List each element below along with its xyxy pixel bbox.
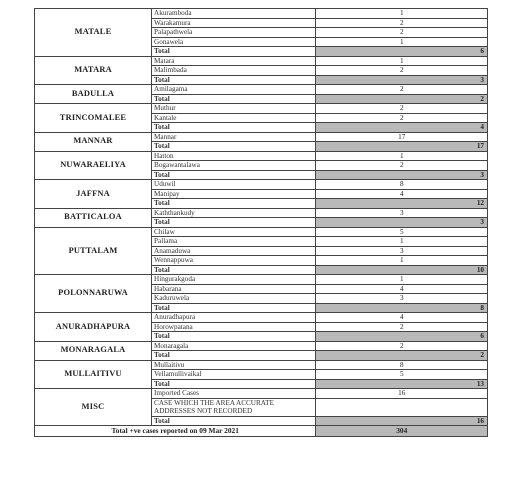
district-total-value: 17 [316,142,488,152]
area-row [35,275,488,285]
area-row [35,9,488,19]
area-case-count: 8 [316,360,488,370]
area-case-count [316,398,488,416]
district-name: MATALE [35,9,152,57]
grand-total-value: 304 [316,426,488,437]
district-total-label: Total [152,379,316,389]
district-name: MATARA [35,56,152,85]
area-name: Kaththankudy [152,208,316,218]
district-total-value: 4 [316,123,488,133]
area-name: Matara [152,56,316,66]
district-total-label: Total [152,170,316,180]
area-name: Amilagama [152,85,316,95]
area-name: Bogawantalawa [152,161,316,171]
area-case-count: 1 [316,37,488,47]
area-case-count: 1 [316,275,488,285]
area-case-count: 16 [316,389,488,399]
area-case-count: 2 [316,18,488,28]
area-row [35,313,488,323]
district-total-label: Total [152,47,316,57]
area-row [35,85,488,95]
area-row [35,180,488,190]
area-name: Anamaduwa [152,246,316,256]
area-name: Manipay [152,189,316,199]
area-name: Vellamullivaikal [152,370,316,380]
area-case-count: 2 [316,322,488,332]
area-row [35,151,488,161]
area-case-count: 3 [316,294,488,304]
district-total-label: Total [152,351,316,361]
area-name: Chilaw [152,227,316,237]
area-name: Monaragala [152,341,316,351]
area-case-count: 4 [316,313,488,323]
area-row [35,389,488,399]
area-name: Malimbada [152,66,316,76]
area-case-count: 3 [316,246,488,256]
area-case-count: 4 [316,284,488,294]
area-name: Pallama [152,237,316,247]
district-total-value: 16 [316,416,488,426]
district-total-value: 6 [316,332,488,342]
area-name: Kaduruwela [152,294,316,304]
table-body [35,9,488,426]
area-name: Anuradhapura [152,313,316,323]
grand-total-label: Total +ve cases reported on 09 Mar 2021 [35,426,316,437]
area-case-count: 1 [316,9,488,19]
district-name: BATTICALOA [35,208,152,227]
area-name: Warakamura [152,18,316,28]
district-total-value: 3 [316,170,488,180]
district-name: MONARAGALA [35,341,152,360]
area-case-count: 2 [316,28,488,38]
area-case-count: 2 [316,66,488,76]
district-name: MISC [35,389,152,426]
area-row [35,104,488,114]
area-name: Hatton [152,151,316,161]
district-total-value: 3 [316,75,488,85]
district-total-label: Total [152,123,316,133]
district-name: MANNAR [35,132,152,151]
area-name: Gonawela [152,37,316,47]
district-total-label: Total [152,265,316,275]
district-name: JAFFNA [35,180,152,209]
area-case-count: 1 [316,151,488,161]
area-case-count: 2 [316,341,488,351]
district-total-label: Total [152,303,316,313]
district-name: POLONNARUWA [35,275,152,313]
district-total-label: Total [152,199,316,209]
district-cases-table-container [34,8,488,437]
district-total-value: 2 [316,94,488,104]
district-name: PUTTALAM [35,227,152,275]
area-name: Muthur [152,104,316,114]
district-name: MULLAITIVU [35,360,152,389]
district-total-label: Total [152,75,316,85]
district-total-value: 3 [316,218,488,228]
area-name: CASE WHICH THE AREA ACCURATE ADDRESSES NOT RECORDED [152,398,316,416]
area-case-count: 8 [316,180,488,190]
area-name: Imported Cases [152,389,316,399]
area-row [35,227,488,237]
area-case-count: 1 [316,256,488,266]
area-name: Uduwil [152,180,316,190]
district-name: NUWARAELIYA [35,151,152,180]
district-total-value: 2 [316,351,488,361]
district-total-value: 10 [316,265,488,275]
district-cases-table [34,8,488,437]
district-total-value: 8 [316,303,488,313]
area-case-count: 2 [316,104,488,114]
area-case-count: 17 [316,132,488,142]
area-name: Wennappuwa [152,256,316,266]
area-name: Akuramboda [152,9,316,19]
area-name: Mullaitivu [152,360,316,370]
area-name: Kantale [152,113,316,123]
area-name: Hingurakgoda [152,275,316,285]
area-name: Palapathwela [152,28,316,38]
area-name: Horowpatana [152,322,316,332]
district-total-value: 6 [316,47,488,57]
area-case-count: 1 [316,237,488,247]
area-case-count: 5 [316,227,488,237]
district-total-label: Total [152,94,316,104]
district-name: BADULLA [35,85,152,104]
area-case-count: 2 [316,161,488,171]
district-total-label: Total [152,218,316,228]
area-case-count: 1 [316,56,488,66]
district-name: ANURADHAPURA [35,313,152,342]
district-total-label: Total [152,332,316,342]
district-name: TRINCOMALEE [35,104,152,133]
area-row [35,208,488,218]
area-row [35,341,488,351]
area-case-count: 2 [316,113,488,123]
grand-total-row [35,426,488,437]
area-case-count: 3 [316,208,488,218]
area-name: Habarana [152,284,316,294]
area-name: Mannar [152,132,316,142]
district-total-label: Total [152,416,316,426]
district-total-value: 12 [316,199,488,209]
district-total-value: 13 [316,379,488,389]
area-case-count: 4 [316,189,488,199]
area-case-count: 2 [316,85,488,95]
area-row [35,132,488,142]
area-row [35,360,488,370]
district-total-label: Total [152,142,316,152]
area-row [35,56,488,66]
area-case-count: 5 [316,370,488,380]
